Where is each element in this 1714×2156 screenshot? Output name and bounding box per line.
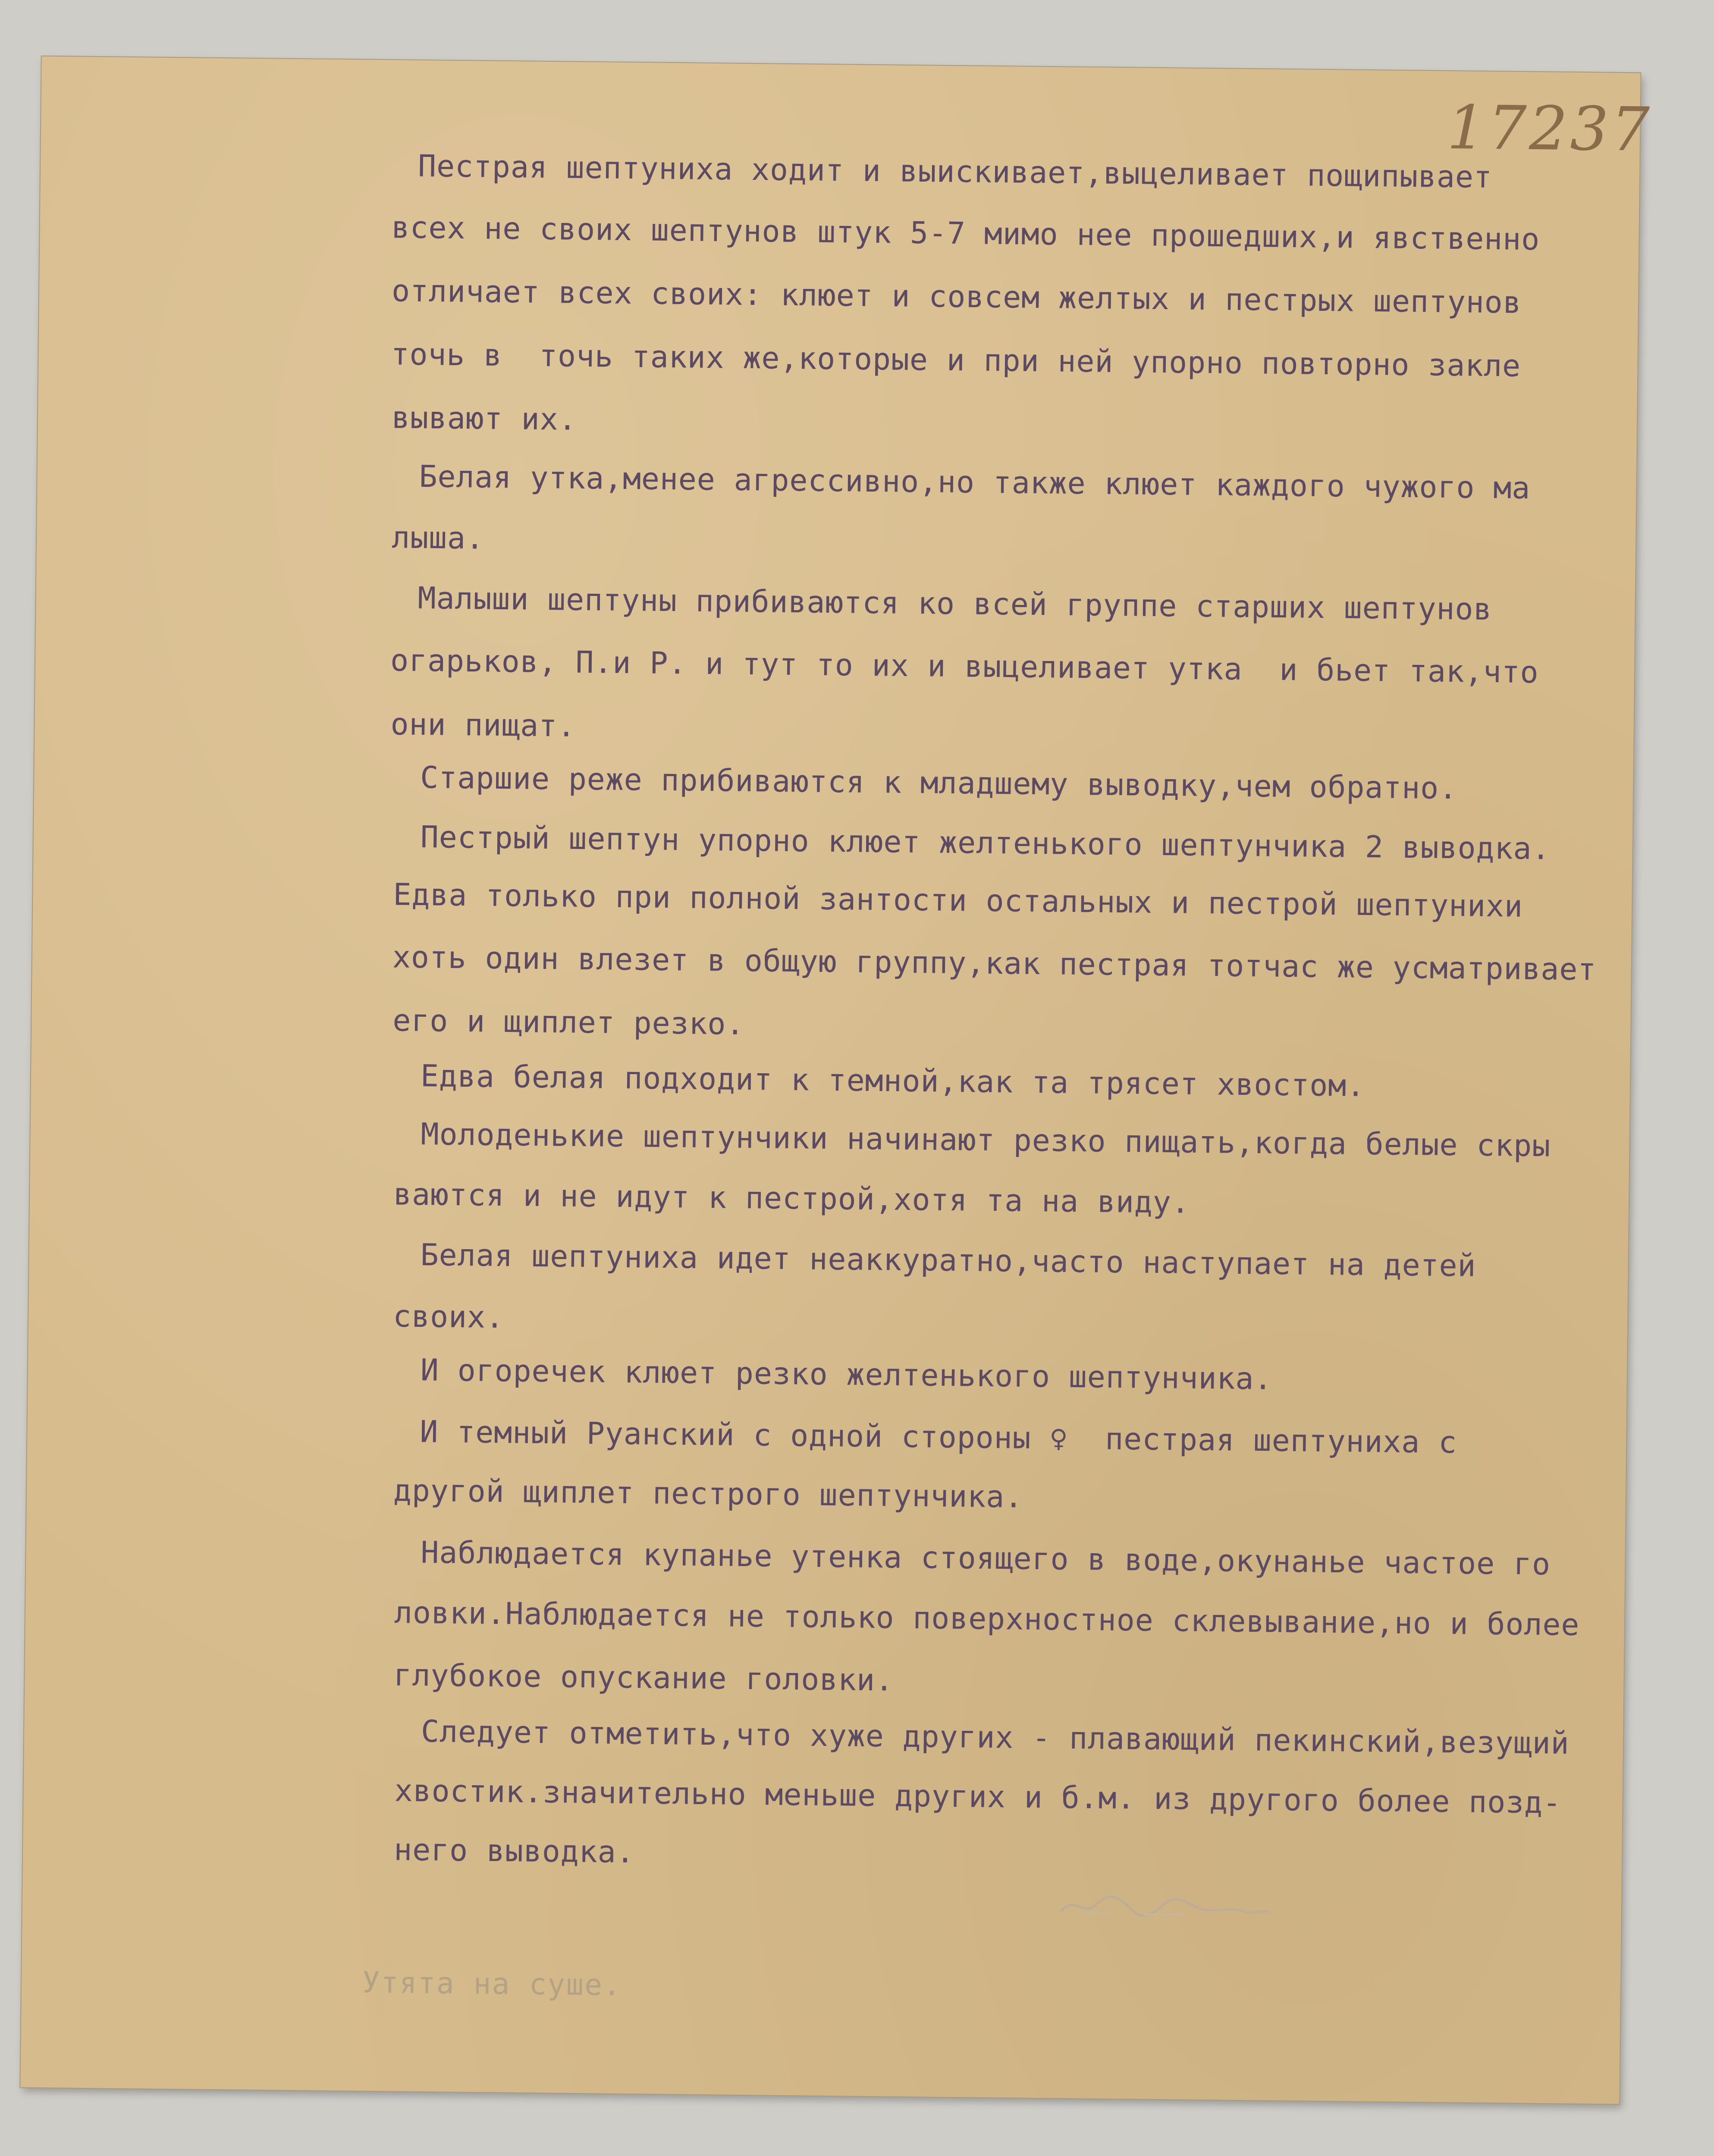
text-line: Белая шептуниха идет неаккуратно,часто наступает на детей: [420, 1237, 1476, 1284]
text-line: глубокое опускание головки.: [393, 1657, 894, 1698]
text-line: точь в точь таких же,которые и при ней упорно повторно закле: [391, 336, 1521, 384]
text-line: они пищат.: [390, 706, 576, 744]
text-line: Едва только при полной зантости остальных и пестрой шептунихи: [393, 877, 1523, 924]
text-line: Наблюдается купанье утенка стоящего в воде,окунанье частое го: [421, 1535, 1551, 1582]
signature-scribble: [1058, 1887, 1274, 1924]
text-line: вывают их.: [391, 400, 577, 437]
text-line: ваются и не идут к пестрой,хотя та на виду.: [393, 1176, 1190, 1220]
footer-note: Утята на суше.: [362, 1965, 622, 2003]
text-line: его и щиплет резко.: [392, 1003, 745, 1042]
signature: [1058, 1887, 1274, 1924]
text-line: лыша.: [391, 520, 485, 556]
text-line: хвостик.значительно меньше других и б.м. из другого более позд-: [394, 1773, 1562, 1821]
text-line: ловки.Наблюдается не только поверхностное склевывание,но и более: [394, 1595, 1580, 1643]
text-line: хоть один влезет в общую группу,как пестрая тотчас же усматривает: [392, 939, 1597, 987]
text-line: И огоречек клюет резко желтенького шептунчика.: [420, 1352, 1273, 1397]
text-line: Малыши шептуны прибиваются ко всей группе старших шептунов: [418, 580, 1492, 627]
document-page: [20, 56, 1653, 2104]
text-line: Пестрый шептун упорно клюет желтенького шептунчика 2 выводка.: [420, 819, 1551, 867]
text-line: И темный Руанский с одной стороны ♀ пестрая шептуниха с: [419, 1414, 1457, 1460]
folio-number: 17237: [1447, 92, 1653, 165]
text-line: Следует отметить,что хуже других - плавающий пекинский,везущий: [421, 1714, 1570, 1761]
text-line: Старшие реже прибиваются к младшему выводку,чем обратно.: [420, 760, 1458, 806]
text-line: него выводка.: [393, 1832, 635, 1870]
text-line: Едва белая подходит к темной,как та трясет хвостом.: [420, 1058, 1366, 1103]
text-line: Молоденькие шептунчики начинают резко пищать,когда белые скры: [421, 1116, 1551, 1164]
text-line: Пестрая шептуниха ходит и выискивает,выцеливает пощипывает: [418, 148, 1493, 195]
text-line: всех не своих шептунов штук 5-7 мимо нее прошедших,и явственно: [391, 210, 1540, 257]
text-line: отличает всех своих: клюет и совсем желтых и пестрых шептунов: [391, 273, 1522, 320]
text-line: Белая утка,менее агрессивно,но также клюет каждого чужого ма: [419, 458, 1531, 506]
typed-text-body: [354, 148, 1639, 1870]
text-line: своих.: [392, 1298, 505, 1335]
text-line: огарьков, П.и Р. и тут то их и выцеливает утка и бьет так,что: [390, 642, 1539, 690]
text-line: другой щиплет пестрого шептунчика.: [393, 1473, 1023, 1515]
